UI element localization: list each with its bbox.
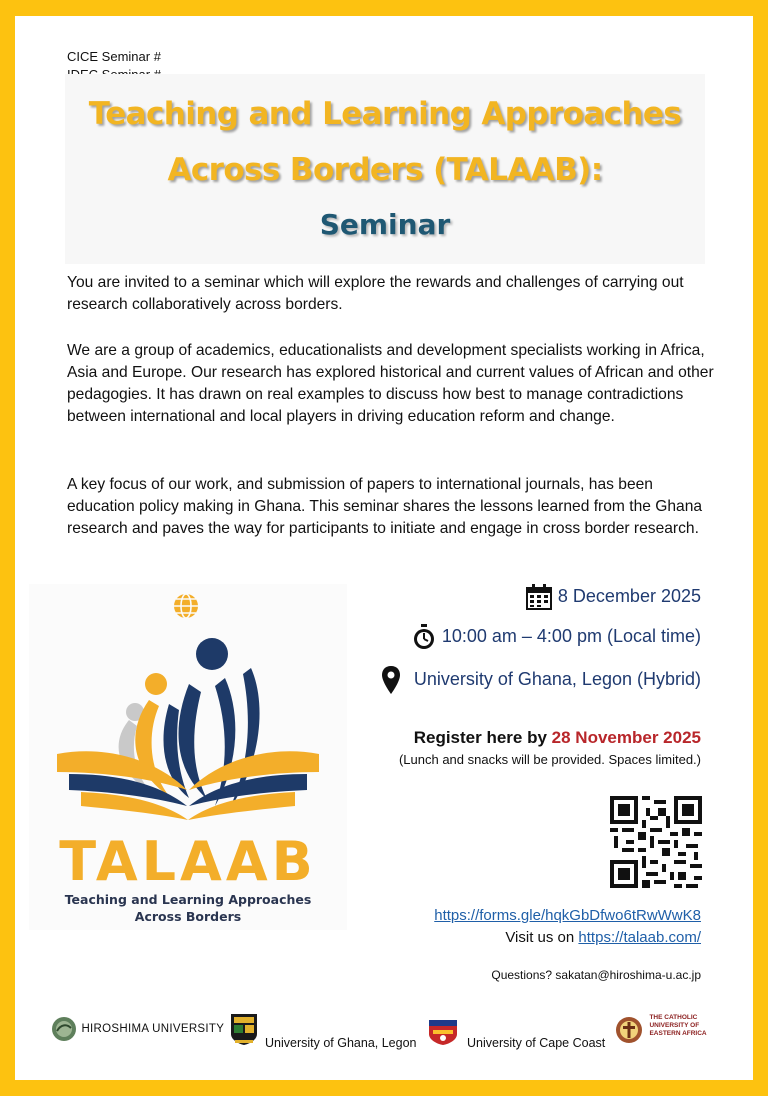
event-location-text: University of Ghana, Legon (Hybrid) — [413, 668, 701, 689]
visit-line — [505, 929, 701, 946]
register-deadline: 28 November 2025 — [551, 728, 701, 747]
catholic-line-2: UNIVERSITY OF — [649, 1022, 700, 1029]
talaab-logo — [29, 584, 347, 930]
event-location — [382, 666, 701, 694]
catholic-university-wordmark — [649, 1014, 706, 1038]
catholic-line-3: EASTERN AFRICA — [649, 1030, 707, 1037]
register-line — [414, 728, 701, 748]
visit-prefix: Visit us on — [505, 929, 579, 946]
event-date-text: 8 December 2025 — [557, 585, 701, 606]
registration-form-link[interactable]: https://forms.gle/hqkGbDfwo6tRwWwK8 — [434, 907, 701, 924]
contact-questions: Questions? sakatan@hiroshima-u.ac.jp — [491, 968, 701, 982]
talaab-wordmark: TALAAB — [59, 830, 317, 893]
intro-paragraph: You are invited to a seminar which will explore the rewards and challenges of carrying out research collaboratively across borders. — [67, 274, 684, 313]
registration-qr-code[interactable] — [610, 796, 702, 888]
logo-tagline-1: Teaching and Learning Approaches — [64, 892, 312, 907]
title-block — [65, 74, 705, 264]
logo-tagline-2: Across Borders — [134, 909, 242, 924]
event-time — [412, 624, 701, 650]
event-time-text: 10:00 am – 4:00 pm (Local time) — [441, 625, 701, 646]
hiroshima-university-logo — [51, 1016, 224, 1046]
stopwatch-icon — [412, 624, 436, 650]
ghana-logo — [229, 1012, 259, 1046]
calendar-icon — [526, 584, 552, 610]
cape-coast-crest-icon — [427, 1016, 459, 1046]
map-pin-icon — [382, 666, 400, 694]
title-line-2: Across Borders (TALAAB): — [167, 152, 603, 188]
register-prefix: Register here by — [413, 728, 552, 747]
subtitle: Seminar — [319, 208, 451, 241]
cice-seminar-label: CICE Seminar # — [67, 49, 161, 64]
catholic-university-logo — [615, 1014, 707, 1046]
website-link[interactable]: https://talaab.com/ — [578, 929, 701, 946]
ghana-crest-icon — [229, 1012, 259, 1046]
cape-coast-logo — [427, 1016, 459, 1051]
focus-paragraph: A key focus of our work, and submission of papers to international journals, has been education policy making in Ghana. This seminar shares the lessons learned from the Ghana research and paves the way for participants to initiate and engage in cross border research. — [67, 476, 703, 537]
cape-coast-label: University of Cape Coast — [467, 1036, 606, 1050]
globe-icon — [174, 594, 198, 618]
form-link-line — [434, 907, 701, 924]
lunch-note: (Lunch and snacks will be provided. Spaces limited.) — [398, 752, 701, 767]
team-paragraph: We are a group of academics, educationalists and development specialists working in Africa, Asia and Europe. Our research has explored historical and current values of African and other pedagogies. It has drawn on real examples to discuss how best to manage contradictions between international and local players in driving education reform and change. — [67, 342, 714, 425]
hiroshima-label: HIROSHIMA UNIVERSITY — [81, 1023, 225, 1035]
title-line-1: Teaching and Learning Approaches — [88, 96, 682, 132]
hiroshima-emblem-icon — [51, 1016, 77, 1042]
ghana-label: University of Ghana, Legon — [265, 1036, 417, 1050]
catholic-line-1: THE CATHOLIC — [649, 1014, 698, 1021]
event-date — [526, 584, 701, 610]
catholic-university-crest-icon — [615, 1014, 643, 1046]
